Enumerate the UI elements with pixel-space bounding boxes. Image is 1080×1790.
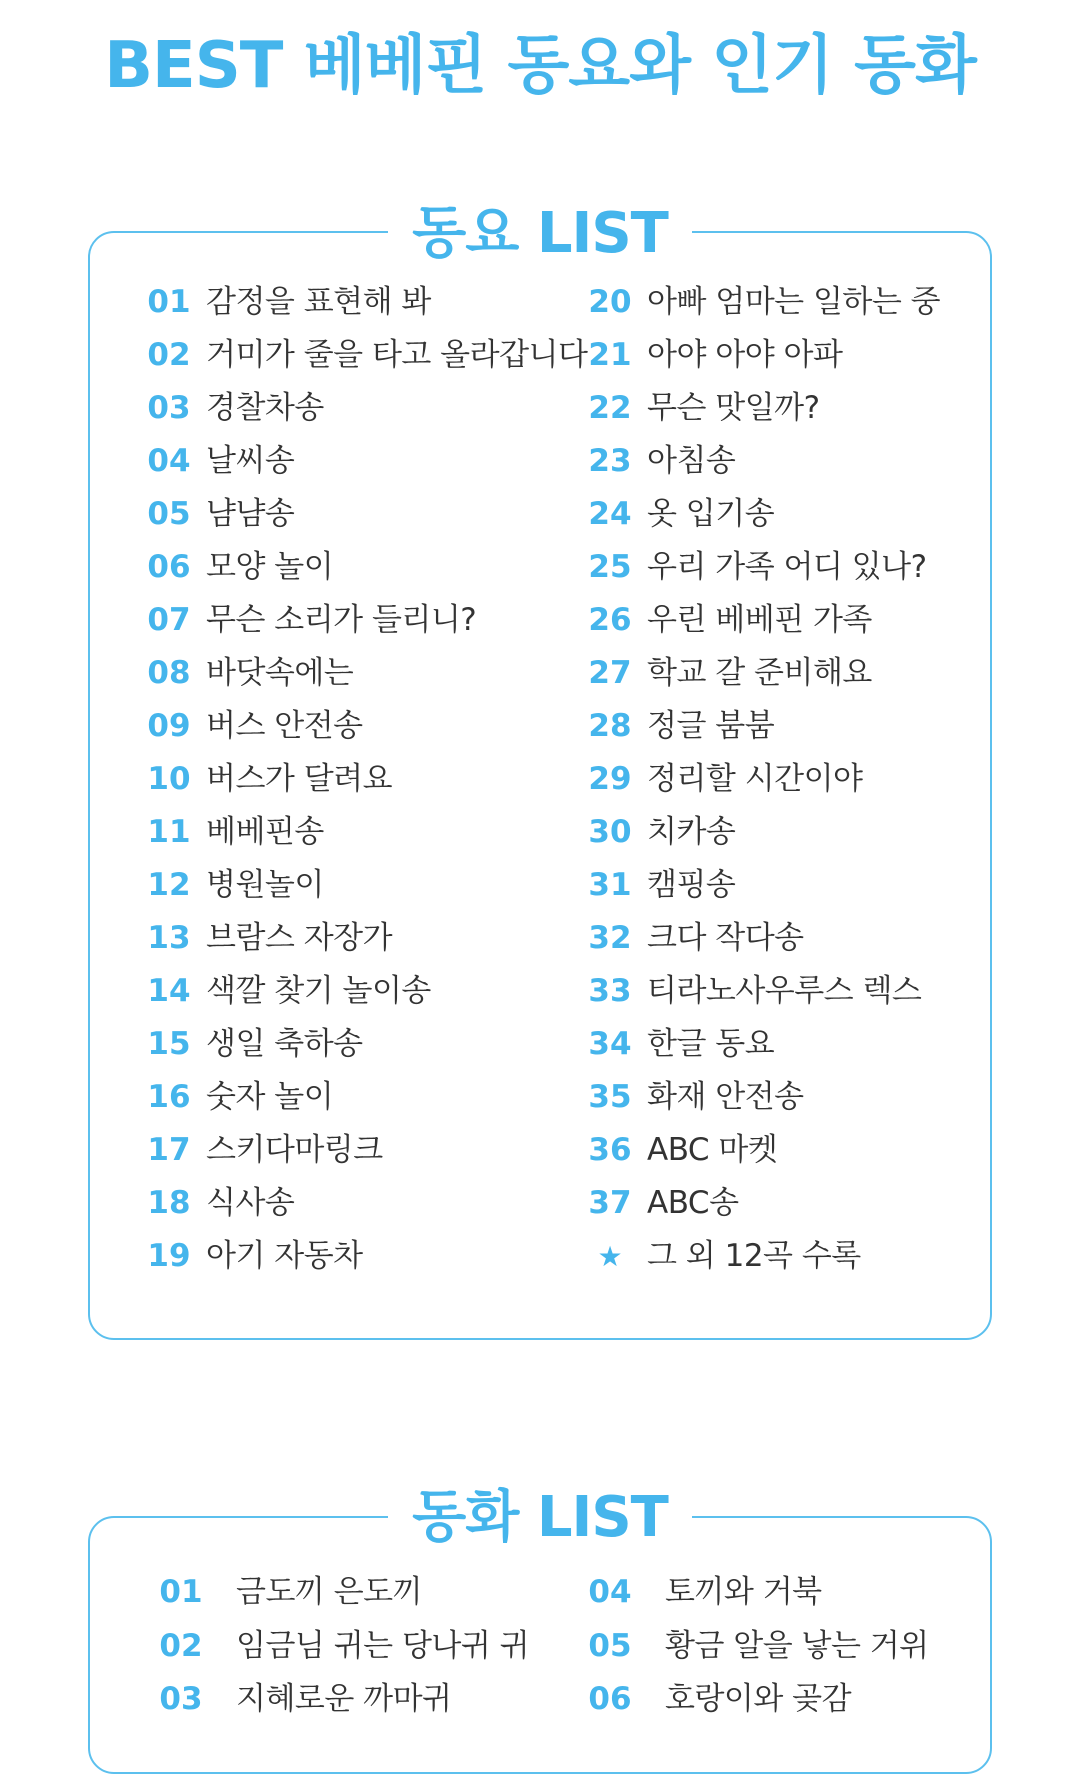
track-title: 아빠 엄마는 일하는 중	[647, 284, 941, 320]
song-list-item	[585, 647, 940, 700]
track-number: 15	[147, 1026, 191, 1062]
track-title: 토끼와 거북	[665, 1574, 822, 1610]
song-list-item	[144, 1071, 587, 1124]
track-title: 바닷속에는	[206, 655, 354, 691]
track-number: 01	[147, 284, 191, 320]
track-number: 36	[588, 1132, 632, 1168]
track-number: 28	[588, 708, 632, 744]
track-number: 20	[588, 284, 632, 320]
story-list-item	[585, 1620, 929, 1674]
track-number: 04	[147, 443, 191, 479]
track-title: 학교 갈 준비해요	[647, 655, 872, 691]
track-number: 10	[147, 761, 191, 797]
song-list-item	[585, 700, 940, 753]
track-number: 13	[147, 920, 191, 956]
song-list-item	[144, 965, 587, 1018]
song-list-title: 동요 LIST	[388, 194, 692, 274]
track-title: 정글 붐붐	[647, 708, 775, 744]
story-list-left-column	[156, 1566, 529, 1727]
song-list-item	[144, 753, 587, 806]
track-title: 캠핑송	[647, 867, 736, 903]
track-title: 숫자 놀이	[206, 1079, 334, 1115]
track-title: 아침송	[647, 443, 736, 479]
song-list-item	[585, 594, 940, 647]
track-title: 치카송	[647, 814, 736, 850]
track-number: 02	[159, 1627, 203, 1664]
song-list-item	[585, 806, 940, 859]
track-number: 25	[588, 549, 632, 585]
song-list-item	[144, 541, 587, 594]
track-number: 34	[588, 1026, 632, 1062]
song-list-item	[144, 859, 587, 912]
track-title: 버스 안전송	[206, 708, 363, 744]
star-icon: ★	[597, 1240, 623, 1273]
song-list-item	[144, 1124, 587, 1177]
song-list-left-column	[144, 276, 587, 1283]
song-list-item	[585, 329, 940, 382]
track-title: 버스가 달려요	[206, 761, 393, 797]
track-title: 아야 아야 아파	[647, 337, 843, 373]
song-list-item	[144, 382, 587, 435]
song-list-item	[585, 1124, 940, 1177]
track-number: 37	[588, 1185, 632, 1221]
track-number: 22	[588, 390, 632, 426]
song-list-item	[585, 859, 940, 912]
track-number: 26	[588, 602, 632, 638]
track-title: 한글 동요	[647, 1026, 775, 1062]
track-title: 호랑이와 곶감	[665, 1681, 852, 1717]
track-number: 07	[147, 602, 191, 638]
track-number: 18	[147, 1185, 191, 1221]
story-list-right-column	[585, 1566, 929, 1727]
song-list-item	[585, 753, 940, 806]
track-title: 화재 안전송	[647, 1079, 804, 1115]
track-title: 거미가 줄을 타고 올라갑니다	[206, 337, 588, 373]
track-number: 06	[588, 1681, 632, 1717]
track-title: 색깔 찾기 놀이송	[206, 973, 431, 1009]
extra-songs-note: 그 외 12곡 수록	[647, 1238, 861, 1274]
song-list-item	[585, 435, 940, 488]
track-title: 크다 작다송	[647, 920, 804, 956]
track-title: 무슨 소리가 들리니?	[206, 602, 477, 638]
track-title: ABC 마켓	[647, 1132, 778, 1168]
track-title: 병원놀이	[206, 867, 324, 903]
track-number: 21	[588, 337, 632, 373]
track-title: 지혜로운 까마귀	[236, 1681, 452, 1717]
track-title: 생일 축하송	[206, 1026, 363, 1062]
track-title: 무슨 맛일까?	[647, 390, 820, 426]
track-number: 31	[588, 867, 632, 903]
track-number: 16	[147, 1079, 191, 1115]
track-number: 29	[588, 761, 632, 797]
song-list-item	[144, 647, 587, 700]
track-number: 04	[588, 1574, 632, 1610]
track-number: 09	[147, 708, 191, 744]
song-list-item	[585, 1177, 940, 1230]
track-number: 23	[588, 443, 632, 479]
track-number: 02	[147, 337, 191, 373]
track-number: 19	[147, 1238, 191, 1274]
song-list-item	[585, 382, 940, 435]
track-title: 티라노사우루스 렉스	[647, 973, 922, 1009]
track-title: 베베핀송	[206, 814, 324, 850]
track-title: 황금 알을 낳는 거위	[665, 1627, 929, 1664]
track-number: 32	[588, 920, 632, 956]
song-list-item	[585, 276, 940, 329]
track-number: 17	[147, 1132, 191, 1168]
song-list-item	[585, 1071, 940, 1124]
song-list-item	[585, 1018, 940, 1071]
song-list-item	[144, 700, 587, 753]
track-number: 08	[147, 655, 191, 691]
track-title: 임금님 귀는 당나귀 귀	[236, 1627, 530, 1664]
track-number: 03	[147, 390, 191, 426]
song-list-item	[144, 806, 587, 859]
song-list-item	[144, 594, 587, 647]
song-list-item	[585, 912, 940, 965]
track-number: 03	[159, 1681, 203, 1717]
track-title: 경찰차송	[206, 390, 324, 426]
song-list-item	[144, 1177, 587, 1230]
track-title: 냠냠송	[206, 496, 295, 532]
song-list-item	[144, 435, 587, 488]
track-title: 금도끼 은도끼	[236, 1574, 423, 1610]
story-list-item	[156, 1673, 529, 1727]
track-title: 우린 베베핀 가족	[647, 602, 872, 638]
story-list-item	[156, 1566, 529, 1620]
track-title: 날씨송	[206, 443, 295, 479]
track-number: 06	[147, 549, 191, 585]
story-list-item	[156, 1620, 529, 1674]
song-list-item	[585, 488, 940, 541]
page-title: BEST 베베핀 동요와 인기 동화	[104, 29, 976, 103]
track-number: 05	[147, 496, 191, 532]
track-number: 30	[588, 814, 632, 850]
track-number: 27	[588, 655, 632, 691]
track-number: 05	[588, 1627, 632, 1664]
track-number: 11	[147, 814, 191, 850]
song-list-item	[585, 541, 940, 594]
story-list-title: 동화 LIST	[388, 1478, 692, 1558]
track-title: 정리할 시간이야	[647, 761, 863, 797]
track-number: 12	[147, 867, 191, 903]
track-number: 24	[588, 496, 632, 532]
track-title: ABC송	[647, 1185, 739, 1221]
story-list-item	[585, 1673, 929, 1727]
song-list-item	[144, 1018, 587, 1071]
track-title: 감정을 표현해 봐	[206, 284, 431, 320]
track-title: 식사송	[206, 1185, 295, 1221]
story-list-item	[585, 1566, 929, 1620]
song-list-item	[144, 276, 587, 329]
track-number: 35	[588, 1079, 632, 1115]
song-list-item	[144, 488, 587, 541]
song-list-item	[585, 965, 940, 1018]
song-list-right-column	[585, 276, 940, 1283]
track-number: 33	[588, 973, 632, 1009]
track-title: 스키다마링크	[206, 1132, 383, 1168]
track-number: 01	[159, 1574, 203, 1610]
song-list-extra-item	[585, 1230, 940, 1283]
track-title: 우리 가족 어디 있나?	[647, 549, 927, 585]
track-number: 14	[147, 973, 191, 1009]
song-list-item	[144, 912, 587, 965]
track-title: 옷 입기송	[647, 496, 775, 532]
song-list-item	[144, 329, 587, 382]
track-title: 모양 놀이	[206, 549, 334, 585]
track-title: 브람스 자장가	[206, 920, 393, 956]
track-title: 아기 자동차	[206, 1238, 363, 1274]
song-list-item	[144, 1230, 587, 1283]
